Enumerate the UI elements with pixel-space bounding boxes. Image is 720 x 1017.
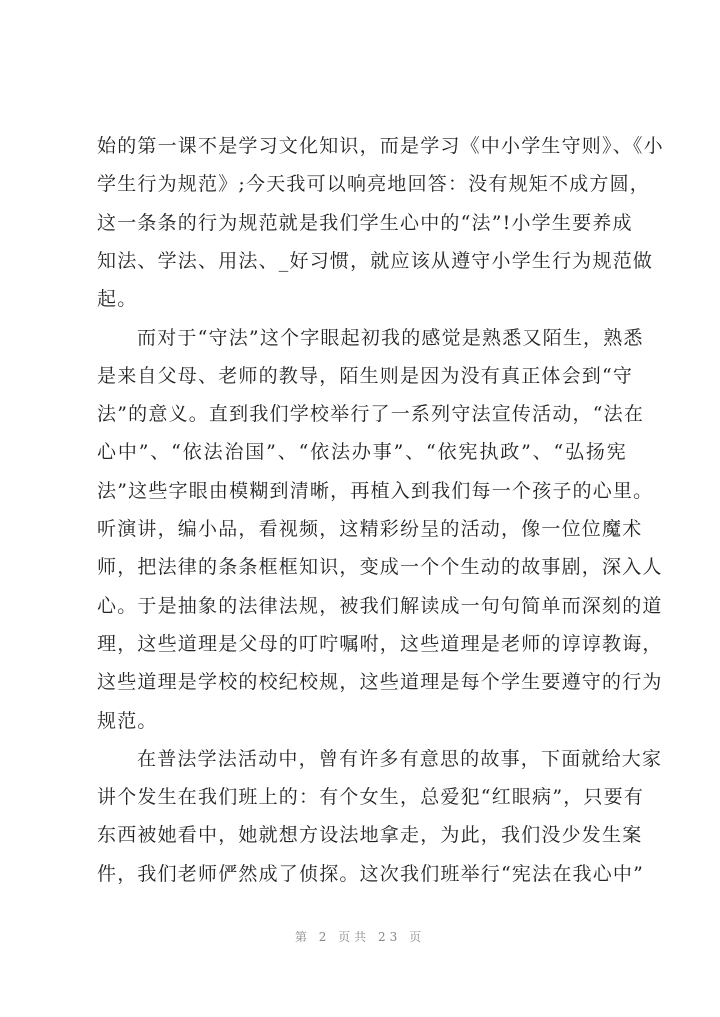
text-line: 法”的意义。直到我们学校举行了一系列守法宣传活动，“法在 [97, 403, 645, 426]
text-line: 这一条条的行为规范就是我们学生心中的“法”!小学生要养成 [97, 211, 633, 234]
text-line: 这些道理是学校的校纪校规，这些道理是每个学生要遵守的行为 [97, 671, 663, 694]
text-line: 规范。 [97, 709, 158, 732]
text-line: 师，把法律的条条框框知识，变成一个个生动的故事剧，深入人 [97, 556, 663, 579]
text-line: 理，这些道理是父母的叮咛嘱咐，这些道理是老师的谆谆教诲， [97, 632, 663, 655]
text-line: 件，我们老师俨然成了侦探。这次我们班举行“宪法在我心中” [97, 862, 645, 885]
text-line: 心中”、“依法治国”、“依法办事”、“依宪执政”、“弘扬宪 [97, 441, 627, 464]
text-line: 而对于“守法”这个字眼起初我的感觉是熟悉又陌生，熟悉 [137, 326, 644, 349]
page-number-footer: 第 2 页共 23 页 [294, 930, 426, 944]
text-line: 学生行为规范》;今天我可以响亮地回答：没有规矩不成方圆， [97, 173, 651, 196]
text-line: 是来自父母、老师的教导，陌生则是因为没有真正体会到“守 [97, 364, 634, 387]
text-line: 始的第一课不是学习文化知识，而是学习《中小学生守则》、《小 [97, 135, 664, 157]
text-line: 在普法学法活动中，曾有许多有意思的故事，下面就给大家 [137, 747, 663, 770]
text-line: 东西被她看中，她就想方设法地拿走，为此，我们没少发生案 [97, 824, 643, 847]
text-line: 心。于是抽象的法律法规，被我们解读成一句句简单而深刻的道 [97, 594, 663, 617]
text-line: 知法、学法、用法、_好习惯，就应该从遵守小学生行为规范做 [97, 249, 654, 272]
text-line: 听演讲，编小品，看视频，这精彩纷呈的活动，像一位位魔术 [97, 518, 643, 540]
text-line: 讲个发生在我们班上的：有个女生，总爱犯“红眼病”，只要有 [97, 786, 645, 809]
text-line: 法”这些字眼由模糊到清晰，再植入到我们每一个孩子的心里。 [97, 479, 654, 502]
text-line: 起。 [97, 288, 138, 311]
